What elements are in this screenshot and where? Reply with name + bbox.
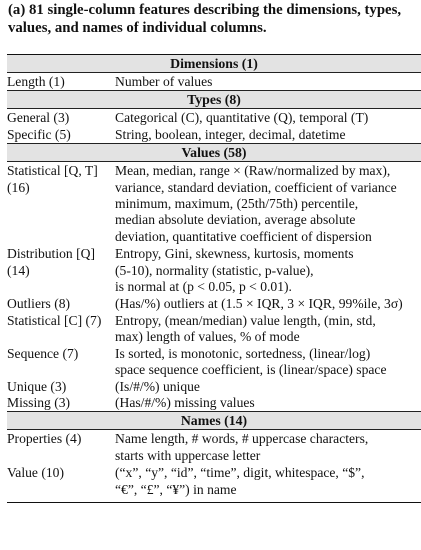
row-description: Categorical (C), quantitative (Q), temporal (T) — [115, 110, 369, 126]
table-row-specific — [7, 127, 421, 143]
table-row-distribution — [7, 245, 421, 295]
row-description: Entropy, Gini, skewness, kurtosis, moments (5-10), normality (statistic, p-value), is normal at (p < 0.05, p < 0.01). — [115, 246, 354, 295]
row-name: Sequence (7) — [7, 345, 79, 361]
row-description: String, boolean, integer, decimal, datetime — [115, 126, 346, 142]
row-description: (Has/#/%) missing values — [115, 394, 255, 410]
table-row-statistical-c — [7, 313, 421, 346]
row-name: Specific (5) — [7, 126, 71, 142]
table-row-properties — [7, 430, 421, 464]
row-description: Is sorted, is monotonic, sortedness, (linear/log) space sequence coefficient, is (linear/space) space — [115, 345, 387, 378]
row-name: Outliers (8) — [7, 296, 71, 312]
table-row-missing — [7, 395, 421, 411]
row-description: (Has/%) outliers at (1.5 × IQR, 3 × IQR, 99%ile, 3σ) — [115, 296, 403, 312]
row-name: Statistical [Q, T] (16) — [7, 163, 98, 195]
row-name: Statistical [C] (7) — [7, 312, 102, 328]
table-row-general — [7, 109, 421, 126]
table-caption: (a) 81 single-column features describing the dimensions, types, values, and names of individual columns. — [8, 2, 402, 36]
row-name: Properties (4) — [7, 431, 82, 447]
row-description: Entropy, (mean/median) value length, (min, std, max) length of values, % of mode — [115, 312, 376, 345]
section-values: Values (58) — [7, 144, 421, 161]
row-name: Length (1) — [7, 74, 65, 89]
table-row-value — [7, 464, 421, 498]
table-row-outliers — [7, 295, 421, 312]
row-name: Missing (3) — [7, 394, 71, 410]
row-description: Mean, median, range × (Raw/normalized by max), variance, standard deviation, coefficient of variance minimum, maximum, (25th/75th) percentile, median absolute deviation, average absolute deviation, quantitative coefficient of dispersion — [115, 163, 397, 244]
row-description: (“x”, “y”, “id”, “time”, digit, whitespace, “$”, “€”, “£”, “¥”) in name — [115, 465, 365, 497]
table-row-statistical-qt — [7, 162, 421, 245]
row-description: (Is/#/%) unique — [115, 378, 200, 394]
row-description: Name length, # words, # uppercase characters, starts with uppercase letter — [115, 431, 369, 463]
table-row-length — [7, 73, 421, 90]
row-name: Distribution [Q] (14) — [7, 246, 95, 278]
features-table — [7, 54, 421, 503]
row-name: General (3) — [7, 110, 70, 126]
row-name: Value (10) — [7, 465, 64, 481]
row-name: Unique (3) — [7, 378, 67, 394]
section-dimensions: Dimensions (1) — [7, 55, 421, 72]
table-row-unique — [7, 379, 421, 395]
section-names: Names (14) — [7, 412, 421, 429]
row-description: Number of values — [115, 74, 213, 89]
bottom-rule — [7, 502, 421, 503]
table-row-sequence — [7, 346, 421, 379]
section-types: Types (8) — [7, 91, 421, 108]
